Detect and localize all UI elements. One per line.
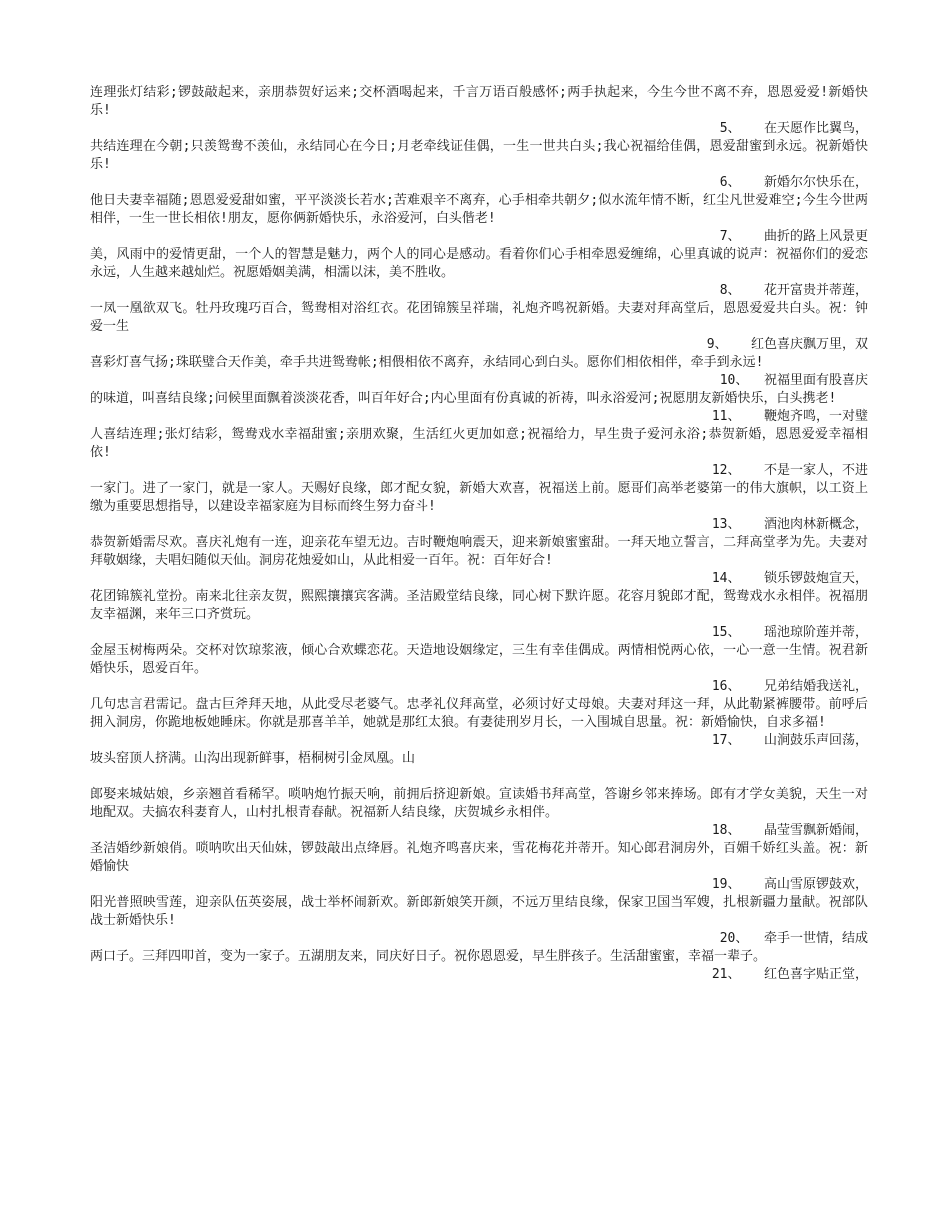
item-8-heading: 8、 花开富贵并蒂莲， xyxy=(719,283,868,298)
item-9-heading: 9、 红色喜庆飘万里，双 xyxy=(706,337,868,352)
item-19-heading: 19、 高山雪原锣鼓欢， xyxy=(711,877,868,892)
item-13-heading: 13、 酒池肉林新概念， xyxy=(711,517,868,532)
item-10-text: 的味道，叫喜结良缘;问候里面飘着淡淡花香，叫百年好合;内心里面有份真诚的祈祷，叫永浴爱河;祝愿朋友新婚快乐，白头携老! xyxy=(90,391,837,406)
item-10-heading: 10、 祝福里面有股喜庆 xyxy=(719,373,868,388)
item-7-heading: 7、 曲折的路上风景更 xyxy=(719,229,868,244)
item-16-text: 几句忠言君需记。盘古巨斧拜天地，从此受尽老婆气。忠孝礼仪拜高堂，必须讨好丈母娘。夫妻对拜这一拜，从此勒紧裤腰带。前呼后拥入洞房，你跪地板她睡床。你就是那喜羊羊，她就是那红太狼。有妻徒刑岁月长，一入围城自思量。祝：新婚愉快，自求多福! xyxy=(90,697,868,730)
item-5-heading: 5、 在天愿作比翼鸟， xyxy=(719,121,868,136)
item-20-text: 两口子。三拜四叩首，变为一家子。五湖朋友来，同庆好日子。祝你恩恩爱，早生胖孩子。生活甜蜜蜜，幸福一辈子。 xyxy=(90,949,767,964)
item-6-text: 他日夫妻幸福随;恩恩爱爱甜如蜜，平平淡淡长若水;苦难艰辛不离弃，心手相牵共朝夕;似水流年情不断，红尘凡世爱难空;今生今世两相伴，一生一世长相依!朋友，愿你俩新婚快乐，永浴爱河，白头偕老! xyxy=(90,193,868,226)
item-6-heading: 6、 新婚尔尔快乐在， xyxy=(719,175,868,190)
item-8-text: 一凤一凰欲双飞。牡丹玫瑰巧百合，鸳鸯相对浴红衣。花团锦簇呈祥瑞，礼炮齐鸣祝新婚。夫妻对拜高堂后，恩恩爱爱共白头。祝：钟爱一生 xyxy=(90,301,868,334)
item-14-heading: 14、 锁乐锣鼓炮宣天， xyxy=(711,571,868,586)
intro-paragraph: 连理张灯结彩;锣鼓敲起来，亲朋恭贺好运来;交杯酒喝起来，千言万语百般感怀;两手执起来，今生今世不离不弃，恩恩爱爱!新婚快乐! xyxy=(90,85,868,118)
item-17-continuation: 郎娶来城姑娘，乡亲翘首看稀罕。唢呐炮竹振天响，前拥后挤迎新娘。宣读婚书拜高堂，答谢乡邻来捧场。郎有才学女美貌，天生一对地配双。夫搞农科妻育人，山村扎根青春献。祝福新人结良缘，庆贺城乡永相伴。 xyxy=(90,787,868,820)
item-18-heading: 18、 晶莹雪飘新婚闹， xyxy=(711,823,868,838)
item-13-text: 恭贺新婚需尽欢。喜庆礼炮有一连，迎亲花车望无边。吉时鞭炮响震天，迎来新娘蜜蜜甜。一拜天地立誓言，二拜高堂孝为先。夫妻对拜敬姻缘，夫唱妇随似天仙。洞房花烛爱如山，从此相爱一百年。祝：百年好合! xyxy=(90,535,868,568)
item-12-text: 一家门。进了一家门，就是一家人。天赐好良缘，郎才配女貌，新婚大欢喜，祝福送上前。愿哥们高举老婆第一的伟大旗帜，以工资上缴为重要思想指导，以建设幸福家庭为目标而终生努力奋斗! xyxy=(90,481,868,514)
item-17-text: 坡头窑顶人挤满。山沟出现新鲜事，梧桐树引金凤凰。山 xyxy=(90,751,416,766)
paragraph-gap xyxy=(90,768,868,786)
item-12-heading: 12、 不是一家人，不进 xyxy=(711,463,868,478)
item-19-text: 阳光普照映雪莲，迎亲队伍英姿展，战士举杯闹新欢。新郎新娘笑开颜，不远万里结良缘，保家卫国当军嫂，扎根新疆力量献。祝部队战士新婚快乐! xyxy=(90,895,868,928)
item-21-heading: 21、 红色喜字贴正堂， xyxy=(711,967,868,982)
item-15-text: 金屋玉树梅两朵。交杯对饮琼浆液，倾心合欢蝶恋花。天造地设姻缘定，三生有幸佳偶成。两情相悦两心依，一心一意一生情。祝君新婚快乐，恩爱百年。 xyxy=(90,643,868,676)
document-body xyxy=(90,84,868,984)
item-14-text: 花团锦簇礼堂扮。南来北往亲友贺，熙熙攘攘宾客满。圣洁殿堂结良缘，同心树下默许愿。花容月貌郎才配，鸳鸯戏水永相伴。祝福朋友幸福渊，来年三口齐赏玩。 xyxy=(90,589,868,622)
item-16-heading: 16、 兄弟结婚我送礼， xyxy=(711,679,868,694)
item-17-heading: 17、 山涧鼓乐声回荡， xyxy=(711,733,868,748)
item-20-heading: 20、 牵手一世情，结成 xyxy=(719,931,868,946)
item-11-heading: 11、 鞭炮齐鸣，一对璧 xyxy=(711,409,868,424)
item-15-heading: 15、 瑶池琼阶莲并蒂， xyxy=(711,625,868,640)
item-18-text: 圣洁婚纱新娘俏。唢呐吹出天仙妹，锣鼓敲出点绛唇。礼炮齐鸣喜庆来，雪花梅花并蒂开。知心郎君洞房外，百媚千娇红头盖。祝：新婚愉快 xyxy=(90,841,868,874)
item-11-text: 人喜结连理;张灯结彩，鸳鸯戏水幸福甜蜜;亲朋欢聚，生活红火更加如意;祝福给力，早生贵子爱河永浴;恭贺新婚，恩恩爱爱幸福相依! xyxy=(90,427,868,460)
item-5-text: 共结连理在今朝;只羡鸳鸯不羡仙，永结同心在今日;月老牵线证佳偶，一生一世共白头;我心祝福给佳偶，恩爱甜蜜到永远。祝新婚快乐! xyxy=(90,139,868,172)
item-7-text: 美，风雨中的爱情更甜，一个人的智慧是魅力，两个人的同心是感动。看着你们心手相牵恩爱缠绵，心里真诚的说声：祝福你们的爱恋永远，人生越来越灿烂。祝愿婚姻美满，相濡以沫，美不胜收。 xyxy=(90,247,868,280)
item-9-text: 喜彩灯喜气扬;珠联璧合天作美，牵手共进鸳鸯帐;相偎相依不离弃，永结同心到白头。愿你们相依相伴，牵手到永远! xyxy=(90,355,764,370)
